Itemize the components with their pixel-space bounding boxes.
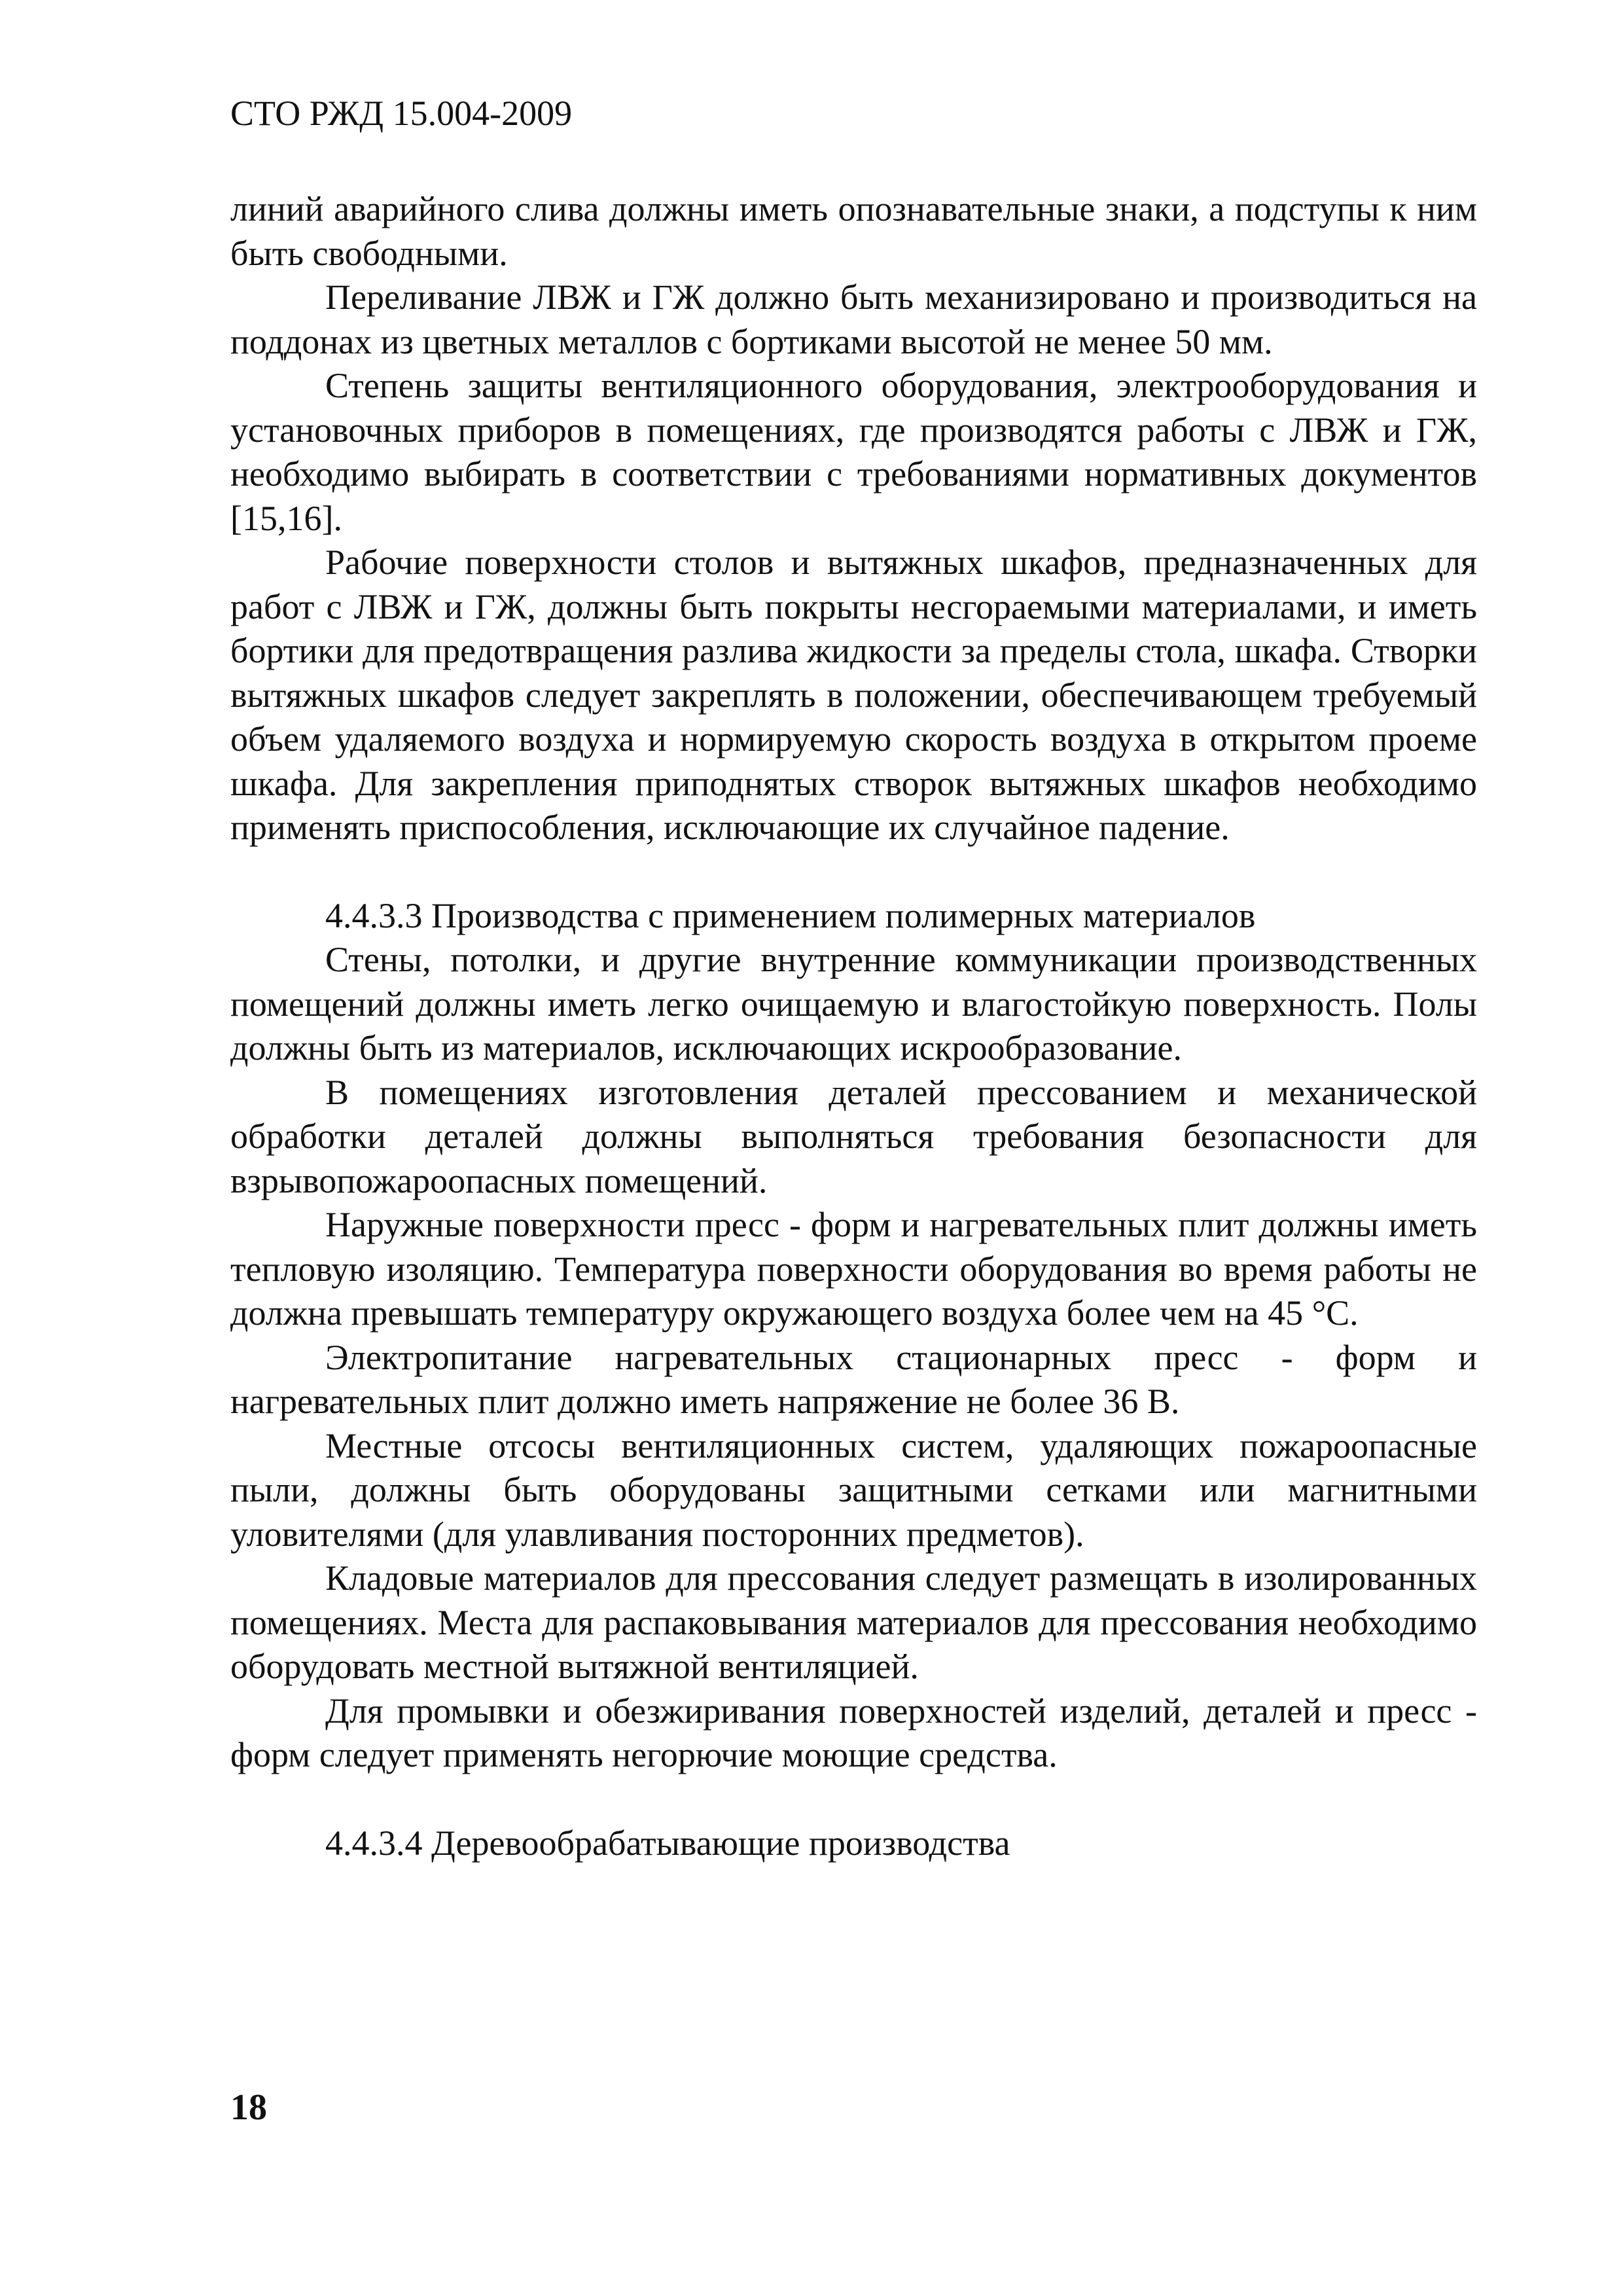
paragraph-power-supply: Электропитание нагревательных стационарных пресс - форм и нагревательных плит должно иметь напряжение не более 36 В. [230, 1337, 1477, 1421]
paragraph-pressing-rooms: В помещениях изготовления деталей прессованием и механической обработки деталей должны выполняться требования безопасности для взрывопожароопасных помещений. [230, 1072, 1477, 1200]
section-heading-polymer: 4.4.3.3 Производства с применением полимерных материалов [325, 895, 1256, 935]
paragraph-continuation: линий аварийного слива должны иметь опознавательные знаки, а подступы к ним быть свободными. [230, 189, 1477, 273]
paragraph-press-forms: Наружные поверхности пресс - форм и нагревательных плит должны иметь тепловую изоляцию. Температура поверхности оборудования во время работы не должна превышать температуру окружающего воздуха более чем на 45 °С. [230, 1205, 1477, 1333]
section-heading-woodworking: 4.4.3.4 Деревообрабатывающие производства [325, 1823, 1010, 1863]
paragraph-storage-rooms: Кладовые материалов для прессования следует размещать в изолированных помещениях. Места для распаковывания материалов для прессования необходимо оборудовать местной вытяжной вентиляцией. [230, 1558, 1477, 1686]
document-code-header: СТО РЖД 15.004-2009 [230, 94, 573, 133]
paragraph-pouring: Переливание ЛВЖ и ГЖ должно быть механизировано и производиться на поддонах из цветных металлов с бортиками высотой не менее 50 мм. [230, 278, 1477, 361]
paragraph-protection-degree: Степень защиты вентиляционного оборудования, электрооборудования и установочных приборов в помещениях, где производятся работы с ЛВЖ и ГЖ, необходимо выбирать в соответствии с требованиями нормативных документов [15,16]. [230, 366, 1477, 538]
paragraph-walls-ceilings: Стены, потолки, и другие внутренние коммуникации производственных помещений должны иметь легко очищаемую и влагостойкую поверхность. Полы должны быть из материалов, исключающих искрообразование. [230, 940, 1477, 1067]
paragraph-local-exhaust: Местные отсосы вентиляционных систем, удаляющих пожароопасные пыли, должны быть оборудованы защитными сетками или магнитными уловителями (для улавливания посторонних предметов). [230, 1426, 1477, 1554]
document-body [230, 187, 1477, 1865]
paragraph-cleaning-agents: Для промывки и обезжиривания поверхностей изделий, деталей и пресс - форм следует применять негорючие моющие средства. [230, 1691, 1477, 1774]
page-number: 18 [230, 2087, 267, 2128]
paragraph-work-surfaces: Рабочие поверхности столов и вытяжных шкафов, предназначенных для работ с ЛВЖ и ГЖ, должны быть покрыты несгораемыми материалами, и иметь бортики для предотвращения разлива жидкости за пределы стола, шкафа. Створки вытяжных шкафов следует закреплять в положении, обеспечивающем требуемый объем удаляемого воздуха и нормируемую скорость воздуха в открытом проеме шкафа. Для закрепления приподнятых створок вытяжных шкафов необходимо применять приспособления, исключающие их случайное падение. [230, 543, 1477, 847]
